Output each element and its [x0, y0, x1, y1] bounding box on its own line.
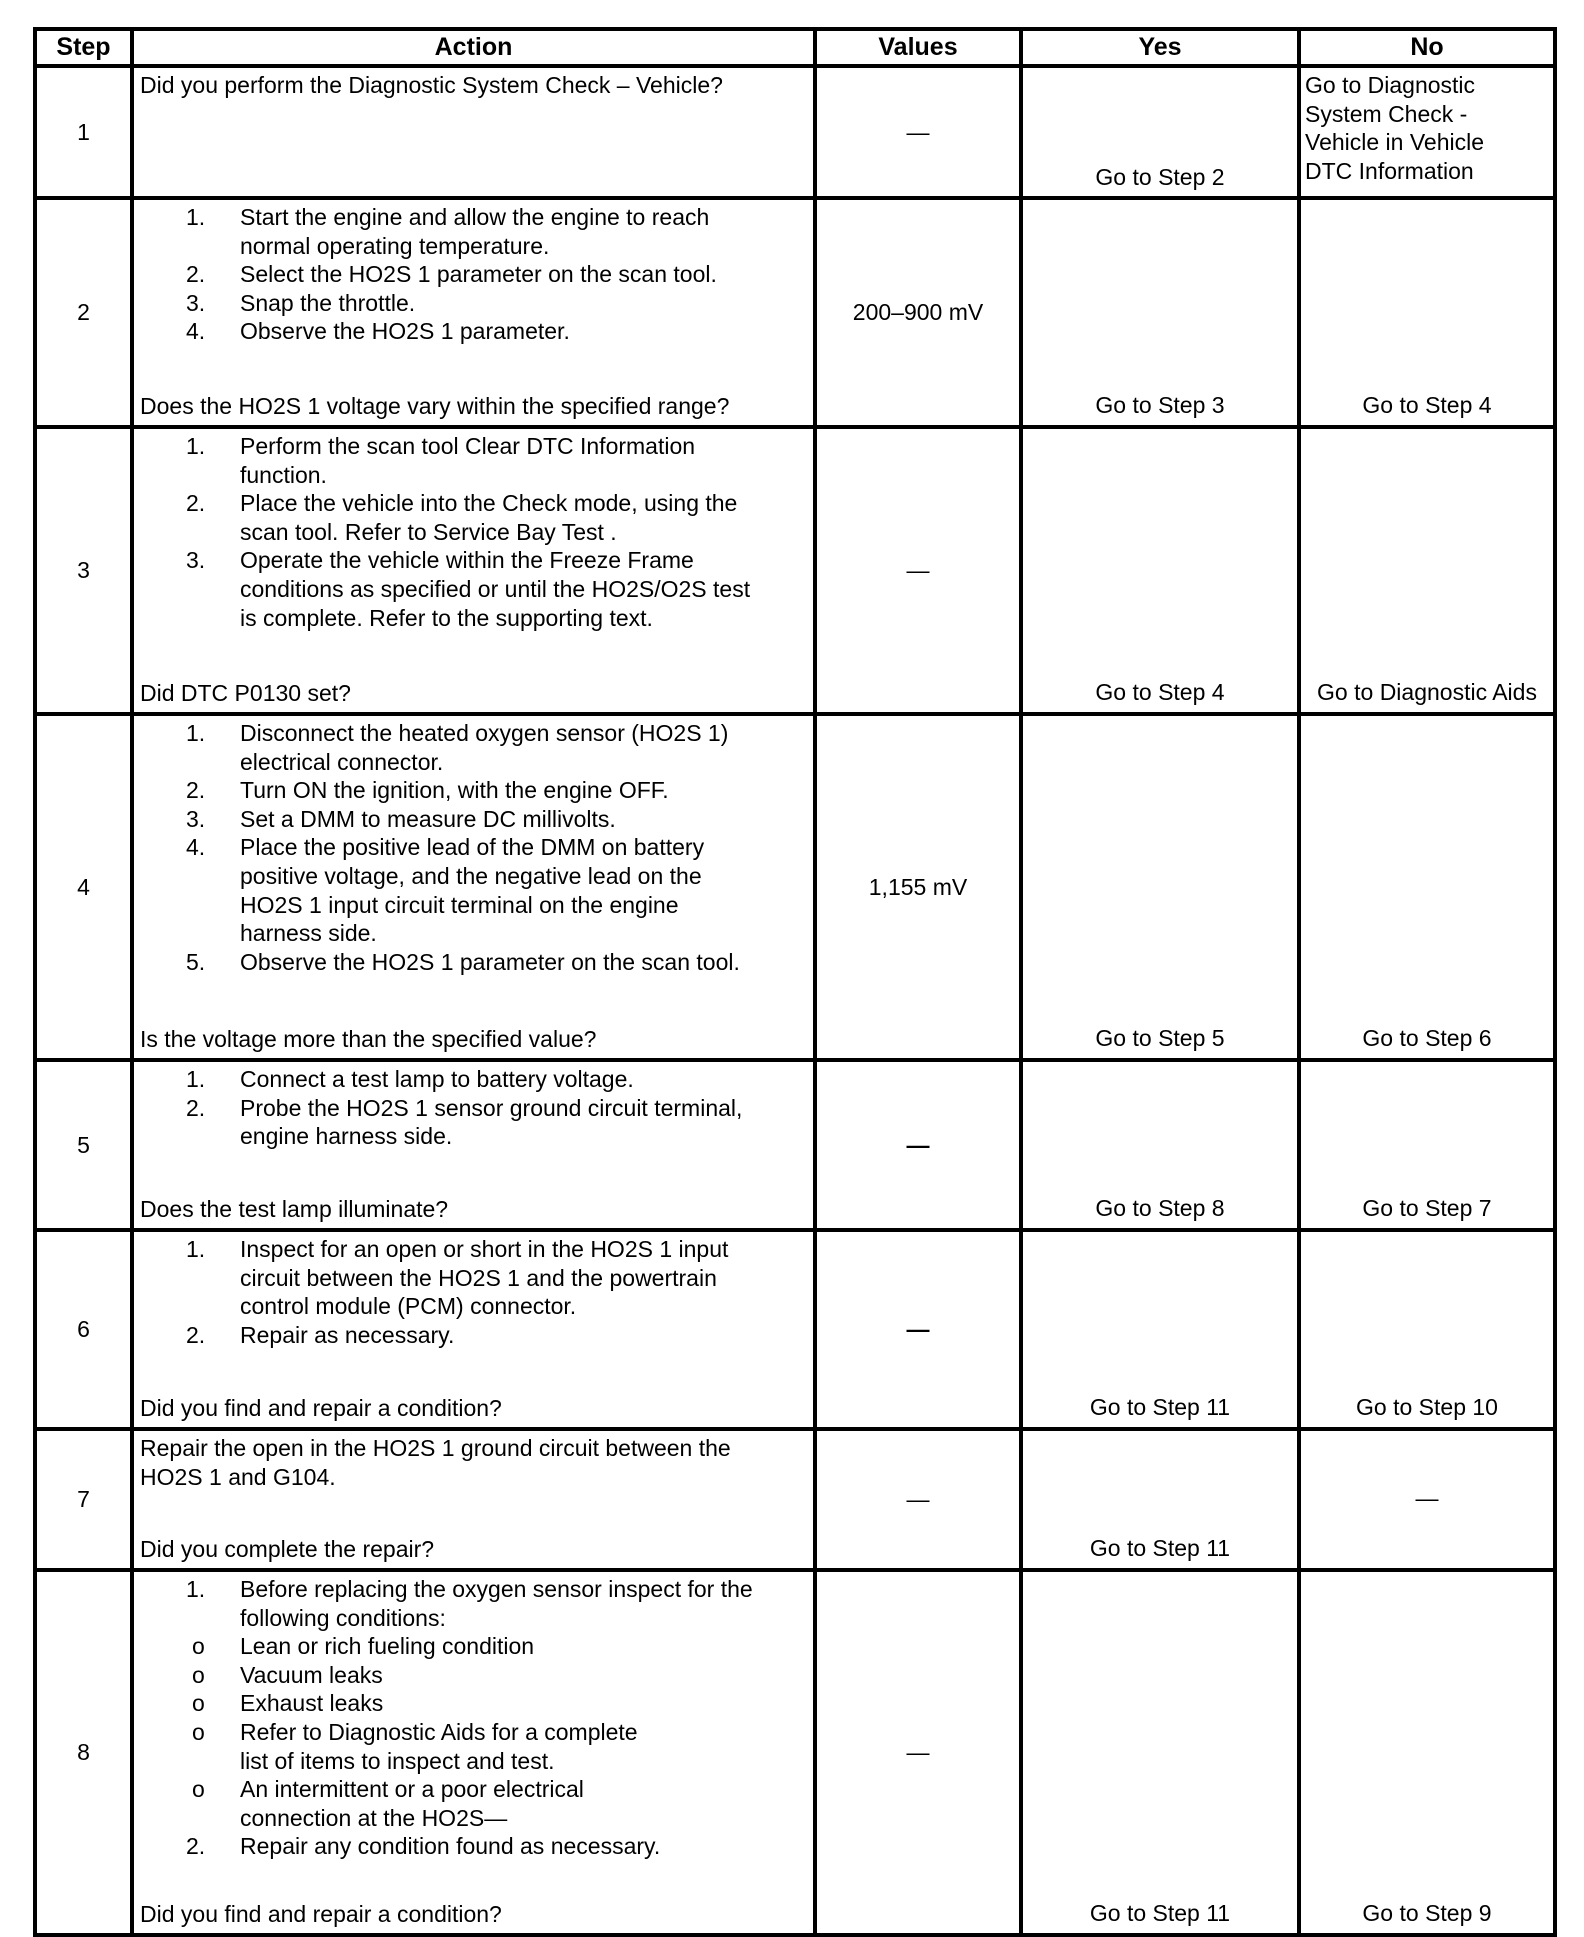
value-text: — [906, 557, 930, 584]
value-cell [815, 1570, 1021, 1935]
table-row [35, 427, 1555, 714]
action-step: 4. Observe the HO2S 1 parameter. [186, 318, 570, 345]
no-text: Go to Step 10 [1356, 1394, 1498, 1421]
yes-text: Go to Step 2 [1095, 163, 1225, 190]
value-text: — [906, 118, 930, 145]
no-text: Go to Step 6 [1362, 1025, 1492, 1052]
diagnostic-table [33, 27, 1557, 1937]
step-number: 6 [35, 1230, 132, 1429]
value-cell [815, 427, 1021, 714]
action-cell [132, 198, 815, 427]
value-text: 1,155 mV [868, 873, 968, 900]
no-text: — [1415, 1484, 1439, 1511]
no-text: Go to Step 4 [1362, 392, 1492, 419]
condition-item: o Exhaust leaks [192, 1690, 384, 1717]
action-steps [140, 1575, 809, 1861]
no-line: System Check - [1305, 100, 1468, 127]
action-step: 1. Before replacing the oxygen sensor inspect for the following conditions: [186, 1576, 753, 1631]
table-row [35, 1570, 1555, 1935]
header-step: Step [35, 29, 132, 66]
action-step: 1. Inspect for an open or short in the HO2S 1 input circuit between the HO2S 1 and the powertrain control module (PCM) connector. [186, 1236, 729, 1320]
no-text: Go to Step 7 [1362, 1195, 1492, 1222]
yes-text: Go to Step 3 [1095, 392, 1225, 419]
action-steps [140, 203, 809, 346]
step-number: 8 [35, 1570, 132, 1935]
yes-text: Go to Step 4 [1095, 679, 1225, 706]
action-question: Does the HO2S 1 voltage vary within the specified range? [140, 393, 730, 420]
action-cell [132, 1570, 815, 1935]
action-text: Repair the open in the HO2S 1 ground circuit between the HO2S 1 and G104. [140, 1435, 731, 1490]
yes-cell [1021, 1060, 1299, 1230]
yes-text: Go to Step 11 [1089, 1900, 1231, 1927]
value-cell [815, 714, 1021, 1060]
no-cell [1299, 714, 1555, 1060]
action-steps [140, 1235, 809, 1349]
no-line: DTC Information [1305, 157, 1474, 184]
step-number: 4 [35, 714, 132, 1060]
action-question: Did you find and repair a condition? [140, 1901, 502, 1928]
yes-cell [1021, 1429, 1299, 1570]
action-text: Did you perform the Diagnostic System Check – Vehicle? [140, 72, 723, 98]
header-no: No [1299, 29, 1555, 66]
action-step: 1. Perform the scan tool Clear DTC Information function. [186, 433, 696, 488]
step-number: 7 [35, 1429, 132, 1570]
action-question: Does the test lamp illuminate? [140, 1196, 449, 1223]
action-step: 1. Start the engine and allow the engine to reach normal operating temperature. [186, 204, 710, 259]
action-step: 3. Operate the vehicle within the Freeze Frame conditions as specified or until the HO2S/O2S test is complete. Refer to the supporting text. [186, 547, 751, 631]
action-question: Did you find and repair a condition? [140, 1395, 502, 1422]
action-step: 3. Set a DMM to measure DC millivolts. [186, 805, 616, 832]
condition-item: o An intermittent or a poor electrical connection at the HO2S— [192, 1776, 584, 1831]
table-row [35, 1429, 1555, 1570]
table-row [35, 1230, 1555, 1429]
header-yes: Yes [1021, 29, 1299, 66]
action-steps [140, 432, 809, 632]
yes-text: Go to Step 11 [1089, 1394, 1231, 1421]
action-step: 2. Repair any condition found as necessary. [186, 1833, 661, 1860]
diagnostic-table-sheet [33, 27, 1553, 1937]
yes-text: Go to Step 11 [1089, 1535, 1231, 1562]
header-action: Action [132, 29, 815, 66]
condition-item: o Refer to Diagnostic Aids for a complete list of items to inspect and test. [192, 1718, 638, 1774]
yes-cell [1021, 714, 1299, 1060]
value-text: — [906, 1486, 930, 1513]
yes-cell [1021, 66, 1299, 198]
no-cell [1299, 1570, 1555, 1935]
no-line: Vehicle in Vehicle [1305, 129, 1485, 156]
action-step: 4. Place the positive lead of the DMM on battery positive voltage, and the negative lead on the HO2S 1 input circuit terminal on the engine harness side. [186, 834, 705, 947]
action-question: Did DTC P0130 set? [140, 680, 351, 707]
action-steps [140, 719, 809, 976]
yes-cell [1021, 427, 1299, 714]
yes-cell [1021, 1230, 1299, 1429]
value-cell [815, 1060, 1021, 1230]
no-cell [1299, 1060, 1555, 1230]
condition-list [140, 1632, 809, 1832]
yes-text: Go to Step 8 [1095, 1195, 1225, 1222]
action-step: 2. Place the vehicle into the Check mode, using the scan tool. Refer to Service Bay Test . [186, 490, 738, 545]
action-step: 2. Select the HO2S 1 parameter on the scan tool. [186, 261, 717, 288]
condition-item: o Lean or rich fueling condition [192, 1633, 535, 1660]
no-cell [1299, 1429, 1555, 1570]
header-row [35, 29, 1555, 66]
value-cell [815, 1429, 1021, 1570]
no-line: Go to Diagnostic [1305, 72, 1476, 98]
action-cell [132, 1429, 815, 1570]
step-number: 3 [35, 427, 132, 714]
action-cell [132, 427, 815, 714]
table-row [35, 198, 1555, 427]
step-number: 1 [35, 66, 132, 198]
yes-cell [1021, 198, 1299, 427]
value-cell [815, 198, 1021, 427]
yes-text: Go to Step 5 [1095, 1025, 1225, 1052]
value-text: — [906, 1131, 930, 1158]
no-cell [1299, 198, 1555, 427]
no-text: Go to Step 9 [1362, 1900, 1492, 1927]
yes-cell [1021, 1570, 1299, 1935]
condition-item: o Vacuum leaks [192, 1661, 383, 1688]
action-step: 2. Probe the HO2S 1 sensor ground circuit terminal, engine harness side. [186, 1094, 743, 1150]
header-values: Values [815, 29, 1021, 66]
action-cell [132, 1230, 815, 1429]
action-cell [132, 714, 815, 1060]
table-row [35, 66, 1555, 198]
value-text: — [906, 1316, 930, 1343]
no-text: Go to Diagnostic Aids [1317, 679, 1537, 706]
action-step: 3. Snap the throttle. [186, 289, 416, 316]
no-cell [1299, 427, 1555, 714]
value-cell [815, 1230, 1021, 1429]
value-text: 200–900 mV [852, 299, 984, 326]
action-question: Did you complete the repair? [140, 1536, 435, 1563]
table-row [35, 1060, 1555, 1230]
step-number: 2 [35, 198, 132, 427]
action-cell [132, 1060, 815, 1230]
action-step: 1. Connect a test lamp to battery voltage. [186, 1066, 634, 1092]
table-row [35, 714, 1555, 1060]
action-step: 1. Disconnect the heated oxygen sensor (HO2S 1) electrical connector. [186, 720, 729, 775]
value-text: — [906, 1739, 930, 1766]
no-cell [1299, 66, 1555, 198]
action-step: 2. Repair as necessary. [186, 1321, 455, 1348]
action-question: Is the voltage more than the specified value? [140, 1026, 597, 1053]
step-number: 5 [35, 1060, 132, 1230]
action-steps [140, 1065, 809, 1151]
value-cell [815, 66, 1021, 198]
action-step: 2. Turn ON the ignition, with the engine OFF. [186, 777, 669, 804]
action-cell [132, 66, 815, 198]
no-cell [1299, 1230, 1555, 1429]
action-step: 5. Observe the HO2S 1 parameter on the scan tool. [186, 948, 740, 975]
